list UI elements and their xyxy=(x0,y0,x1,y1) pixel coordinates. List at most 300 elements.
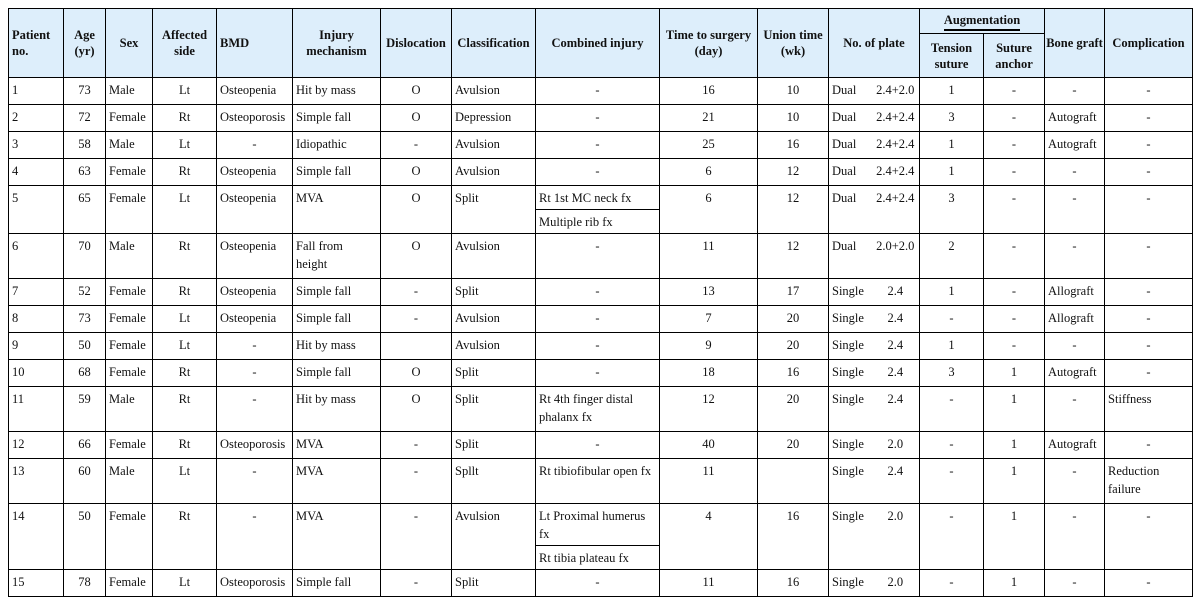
combined-injury-item: - xyxy=(595,575,600,589)
complication-cell: - xyxy=(1105,570,1193,597)
combined-injury-cell xyxy=(536,387,660,432)
complication-cell: - xyxy=(1105,306,1193,333)
patient-no-cell: 8 xyxy=(9,306,64,333)
bone-graft-cell: - xyxy=(1045,234,1105,279)
tension-suture-cell: 1 xyxy=(920,78,984,105)
injury-mechanism-cell: MVA xyxy=(293,432,381,459)
header-augmentation xyxy=(920,9,1045,34)
age-cell: 66 xyxy=(64,432,106,459)
classification-cell: Avulsion xyxy=(452,159,536,186)
complication-cell: - xyxy=(1105,504,1193,570)
header-age: Age (yr) xyxy=(64,9,106,78)
suture-anchor-cell: - xyxy=(984,333,1045,360)
suture-anchor-cell: - xyxy=(984,132,1045,159)
union-time-cell: 12 xyxy=(758,234,829,279)
age-cell: 58 xyxy=(64,132,106,159)
table-row xyxy=(9,459,1193,504)
time-to-surgery-cell: 25 xyxy=(660,132,758,159)
age-cell: 72 xyxy=(64,105,106,132)
combined-injury-item: Rt 1st MC neck fx xyxy=(539,191,632,205)
header-affected-side: Affected side xyxy=(153,9,217,78)
plate-type-cell: Dual xyxy=(829,159,872,186)
sex-cell: Female xyxy=(106,504,153,570)
plate-size-cell: 2.4 xyxy=(872,459,920,504)
sex-cell: Male xyxy=(106,78,153,105)
injury-mechanism-cell: Idiopathic xyxy=(293,132,381,159)
table-row xyxy=(9,105,1193,132)
header-classification: Classification xyxy=(452,9,536,78)
affected-side-cell: Rt xyxy=(153,159,217,186)
plate-size-cell: 2.4 xyxy=(872,306,920,333)
header-complication: Complication xyxy=(1105,9,1193,78)
plate-type-cell: Single xyxy=(829,360,872,387)
complication-cell: - xyxy=(1105,132,1193,159)
injury-mechanism-cell: Hit by mass xyxy=(293,387,381,432)
dislocation-cell: - xyxy=(381,279,452,306)
header-dislocation: Dislocation xyxy=(381,9,452,78)
plate-size-cell: 2.0+2.0 xyxy=(872,234,920,279)
combined-injury-cell xyxy=(536,459,660,504)
dislocation-cell: - xyxy=(381,459,452,504)
time-to-surgery-cell: 4 xyxy=(660,504,758,570)
dislocation-cell: - xyxy=(381,132,452,159)
patient-no-cell: 2 xyxy=(9,105,64,132)
patient-no-cell: 15 xyxy=(9,570,64,597)
affected-side-cell: Lt xyxy=(153,459,217,504)
affected-side-cell: Lt xyxy=(153,333,217,360)
patient-no-cell: 4 xyxy=(9,159,64,186)
combined-injury-cell xyxy=(536,333,660,360)
age-cell: 65 xyxy=(64,186,106,234)
header-no-of-plate: No. of plate xyxy=(829,9,920,78)
combined-injury-item: Rt tibia plateau fx xyxy=(536,545,659,569)
sex-cell: Female xyxy=(106,186,153,234)
bmd-cell: Osteoporosis xyxy=(217,432,293,459)
plate-size-cell: 2.4 xyxy=(872,279,920,306)
classification-cell: Split xyxy=(452,360,536,387)
suture-anchor-cell: 1 xyxy=(984,570,1045,597)
plate-size-cell: 2.4+2.4 xyxy=(872,186,920,234)
header-bone-graft: Bone graft xyxy=(1045,9,1105,78)
sex-cell: Female xyxy=(106,333,153,360)
time-to-surgery-cell: 12 xyxy=(660,387,758,432)
time-to-surgery-cell: 40 xyxy=(660,432,758,459)
union-time-cell: 10 xyxy=(758,78,829,105)
tension-suture-cell: 1 xyxy=(920,159,984,186)
complication-cell: - xyxy=(1105,159,1193,186)
combined-injury-item: - xyxy=(595,437,600,451)
union-time-cell xyxy=(758,459,829,504)
plate-type-cell: Single xyxy=(829,570,872,597)
classification-cell: Avulsion xyxy=(452,306,536,333)
union-time-cell: 12 xyxy=(758,186,829,234)
age-cell: 70 xyxy=(64,234,106,279)
patient-no-cell: 10 xyxy=(9,360,64,387)
tension-suture-cell: 3 xyxy=(920,186,984,234)
table-row xyxy=(9,360,1193,387)
sex-cell: Female xyxy=(106,570,153,597)
bmd-cell: - xyxy=(217,333,293,360)
plate-size-cell: 2.0 xyxy=(872,504,920,570)
plate-type-cell: Dual xyxy=(829,234,872,279)
dislocation-cell: - xyxy=(381,504,452,570)
bmd-cell: Osteopenia xyxy=(217,186,293,234)
injury-mechanism-cell: MVA xyxy=(293,504,381,570)
dislocation-cell: O xyxy=(381,387,452,432)
sex-cell: Male xyxy=(106,132,153,159)
combined-injury-item: Multiple rib fx xyxy=(536,209,659,233)
age-cell: 60 xyxy=(64,459,106,504)
affected-side-cell: Rt xyxy=(153,234,217,279)
injury-mechanism-cell: Simple fall xyxy=(293,570,381,597)
time-to-surgery-cell: 16 xyxy=(660,78,758,105)
affected-side-cell: Lt xyxy=(153,570,217,597)
tension-suture-cell: 3 xyxy=(920,105,984,132)
suture-anchor-cell: - xyxy=(984,105,1045,132)
tension-suture-cell: 1 xyxy=(920,279,984,306)
dislocation-cell: O xyxy=(381,159,452,186)
plate-size-cell: 2.4+2.4 xyxy=(872,159,920,186)
patient-no-cell: 11 xyxy=(9,387,64,432)
complication-cell: Stiffness xyxy=(1105,387,1193,432)
plate-size-cell: 2.0 xyxy=(872,432,920,459)
combined-injury-cell xyxy=(536,306,660,333)
table-row xyxy=(9,234,1193,279)
classification-cell: Avulsion xyxy=(452,78,536,105)
age-cell: 63 xyxy=(64,159,106,186)
dislocation-cell: O xyxy=(381,186,452,234)
plate-type-cell: Single xyxy=(829,279,872,306)
combined-injury-cell xyxy=(536,132,660,159)
patient-no-cell: 12 xyxy=(9,432,64,459)
suture-anchor-cell: - xyxy=(984,306,1045,333)
suture-anchor-cell: 1 xyxy=(984,432,1045,459)
patient-no-cell: 14 xyxy=(9,504,64,570)
bmd-cell: Osteopenia xyxy=(217,159,293,186)
bone-graft-cell: - xyxy=(1045,570,1105,597)
complication-cell: - xyxy=(1105,78,1193,105)
suture-anchor-cell: 1 xyxy=(984,459,1045,504)
sex-cell: Female xyxy=(106,159,153,186)
header-augmentation-label: Augmentation xyxy=(944,12,1020,31)
tension-suture-cell: - xyxy=(920,432,984,459)
header-union-time: Union time (wk) xyxy=(758,9,829,78)
bone-graft-cell: Allograft xyxy=(1045,306,1105,333)
time-to-surgery-cell: 6 xyxy=(660,159,758,186)
time-to-surgery-cell: 6 xyxy=(660,186,758,234)
complication-cell: Reduction failure xyxy=(1105,459,1193,504)
dislocation-cell: O xyxy=(381,360,452,387)
dislocation-cell: O xyxy=(381,234,452,279)
patient-no-cell: 9 xyxy=(9,333,64,360)
header-bmd: BMD xyxy=(217,9,293,78)
suture-anchor-cell: - xyxy=(984,279,1045,306)
combined-injury-item: - xyxy=(595,164,600,178)
injury-mechanism-cell: Simple fall xyxy=(293,159,381,186)
time-to-surgery-cell: 21 xyxy=(660,105,758,132)
header-injury-mechanism: Injury mechanism xyxy=(293,9,381,78)
combined-injury-cell xyxy=(536,105,660,132)
affected-side-cell: Rt xyxy=(153,504,217,570)
combined-injury-item: - xyxy=(595,137,600,151)
tension-suture-cell: - xyxy=(920,570,984,597)
time-to-surgery-cell: 11 xyxy=(660,459,758,504)
bone-graft-cell: - xyxy=(1045,387,1105,432)
combined-injury-cell xyxy=(536,570,660,597)
patient-table xyxy=(8,8,1193,597)
patient-no-cell: 1 xyxy=(9,78,64,105)
suture-anchor-cell: - xyxy=(984,159,1045,186)
age-cell: 50 xyxy=(64,333,106,360)
combined-injury-item: Lt Proximal humerus fx xyxy=(539,509,646,541)
table-row xyxy=(9,504,1193,570)
header-time-to-surgery: Time to surgery (day) xyxy=(660,9,758,78)
affected-side-cell: Lt xyxy=(153,78,217,105)
complication-cell: - xyxy=(1105,279,1193,306)
table-row xyxy=(9,159,1193,186)
classification-cell: Split xyxy=(452,570,536,597)
combined-injury-cell xyxy=(536,504,660,570)
classification-cell: Avulsion xyxy=(452,234,536,279)
plate-type-cell: Dual xyxy=(829,132,872,159)
plate-size-cell: 2.0 xyxy=(872,570,920,597)
affected-side-cell: Lt xyxy=(153,306,217,333)
combined-injury-cell xyxy=(536,234,660,279)
patient-no-cell: 13 xyxy=(9,459,64,504)
combined-injury-item: Rt tibiofibular open fx xyxy=(539,464,652,478)
time-to-surgery-cell: 11 xyxy=(660,570,758,597)
affected-side-cell: Lt xyxy=(153,132,217,159)
sex-cell: Female xyxy=(106,306,153,333)
bmd-cell: - xyxy=(217,387,293,432)
combined-injury-item: - xyxy=(595,110,600,124)
plate-size-cell: 2.4 xyxy=(872,387,920,432)
plate-size-cell: 2.4 xyxy=(872,333,920,360)
union-time-cell: 20 xyxy=(758,333,829,360)
bmd-cell: Osteopenia xyxy=(217,78,293,105)
plate-size-cell: 2.4+2.4 xyxy=(872,105,920,132)
affected-side-cell: Rt xyxy=(153,279,217,306)
classification-cell: Split xyxy=(452,279,536,306)
age-cell: 50 xyxy=(64,504,106,570)
bmd-cell: Osteopenia xyxy=(217,306,293,333)
bone-graft-cell: Autograft xyxy=(1045,132,1105,159)
classification-cell: Avulsion xyxy=(452,504,536,570)
bone-graft-cell: - xyxy=(1045,159,1105,186)
combined-injury-cell xyxy=(536,279,660,306)
plate-size-cell: 2.4 xyxy=(872,360,920,387)
dislocation-cell: O xyxy=(381,105,452,132)
plate-type-cell: Single xyxy=(829,432,872,459)
patient-table-container xyxy=(8,8,1192,597)
tension-suture-cell: 1 xyxy=(920,132,984,159)
bone-graft-cell: - xyxy=(1045,504,1105,570)
table-row xyxy=(9,279,1193,306)
injury-mechanism-cell: Hit by mass xyxy=(293,333,381,360)
bone-graft-cell: - xyxy=(1045,78,1105,105)
suture-anchor-cell: - xyxy=(984,186,1045,234)
injury-mechanism-cell: Simple fall xyxy=(293,279,381,306)
age-cell: 73 xyxy=(64,78,106,105)
bmd-cell: Osteoporosis xyxy=(217,570,293,597)
age-cell: 59 xyxy=(64,387,106,432)
dislocation-cell: - xyxy=(381,570,452,597)
tension-suture-cell: - xyxy=(920,459,984,504)
classification-cell: Avulsion xyxy=(452,333,536,360)
table-row xyxy=(9,333,1193,360)
union-time-cell: 20 xyxy=(758,432,829,459)
table-row xyxy=(9,306,1193,333)
suture-anchor-cell: 1 xyxy=(984,360,1045,387)
classification-cell: Avulsion xyxy=(452,132,536,159)
combined-injury-item: - xyxy=(595,365,600,379)
combined-injury-item: - xyxy=(595,284,600,298)
table-header xyxy=(9,9,1193,78)
bmd-cell: Osteopenia xyxy=(217,234,293,279)
tension-suture-cell: - xyxy=(920,504,984,570)
time-to-surgery-cell: 11 xyxy=(660,234,758,279)
tension-suture-cell: - xyxy=(920,387,984,432)
table-row xyxy=(9,78,1193,105)
combined-injury-item: - xyxy=(595,338,600,352)
sex-cell: Male xyxy=(106,387,153,432)
combined-injury-item: Rt 4th finger distal phalanx fx xyxy=(539,392,634,424)
time-to-surgery-cell: 13 xyxy=(660,279,758,306)
combined-injury-item: - xyxy=(595,239,600,253)
injury-mechanism-cell: Simple fall xyxy=(293,360,381,387)
table-body xyxy=(9,78,1193,597)
injury-mechanism-cell: MVA xyxy=(293,186,381,234)
affected-side-cell: Rt xyxy=(153,432,217,459)
dislocation-cell: - xyxy=(381,306,452,333)
union-time-cell: 20 xyxy=(758,306,829,333)
bmd-cell: Osteoporosis xyxy=(217,105,293,132)
affected-side-cell: Rt xyxy=(153,105,217,132)
plate-type-cell: Single xyxy=(829,306,872,333)
injury-mechanism-cell: Hit by mass xyxy=(293,78,381,105)
complication-cell: - xyxy=(1105,432,1193,459)
classification-cell: Depression xyxy=(452,105,536,132)
plate-size-cell: 2.4+2.4 xyxy=(872,132,920,159)
age-cell: 68 xyxy=(64,360,106,387)
union-time-cell: 16 xyxy=(758,132,829,159)
injury-mechanism-cell: MVA xyxy=(293,459,381,504)
table-row xyxy=(9,186,1193,234)
combined-injury-item: - xyxy=(595,311,600,325)
classification-cell: Split xyxy=(452,432,536,459)
tension-suture-cell: 3 xyxy=(920,360,984,387)
classification-cell: Spllt xyxy=(452,459,536,504)
plate-type-cell: Single xyxy=(829,333,872,360)
sex-cell: Female xyxy=(106,279,153,306)
patient-no-cell: 5 xyxy=(9,186,64,234)
age-cell: 78 xyxy=(64,570,106,597)
combined-injury-cell xyxy=(536,432,660,459)
affected-side-cell: Lt xyxy=(153,186,217,234)
sex-cell: Male xyxy=(106,234,153,279)
age-cell: 73 xyxy=(64,306,106,333)
union-time-cell: 17 xyxy=(758,279,829,306)
complication-cell: - xyxy=(1105,186,1193,234)
combined-injury-cell xyxy=(536,159,660,186)
tension-suture-cell: 1 xyxy=(920,333,984,360)
plate-type-cell: Dual xyxy=(829,105,872,132)
time-to-surgery-cell: 18 xyxy=(660,360,758,387)
plate-type-cell: Single xyxy=(829,504,872,570)
sex-cell: Female xyxy=(106,105,153,132)
bone-graft-cell: Allograft xyxy=(1045,279,1105,306)
bone-graft-cell: Autograft xyxy=(1045,105,1105,132)
classification-cell: Split xyxy=(452,186,536,234)
complication-cell: - xyxy=(1105,333,1193,360)
time-to-surgery-cell: 9 xyxy=(660,333,758,360)
bone-graft-cell: Autograft xyxy=(1045,360,1105,387)
plate-type-cell: Dual xyxy=(829,78,872,105)
union-time-cell: 10 xyxy=(758,105,829,132)
table-row xyxy=(9,132,1193,159)
tension-suture-cell: - xyxy=(920,306,984,333)
tension-suture-cell: 2 xyxy=(920,234,984,279)
bmd-cell: - xyxy=(217,360,293,387)
suture-anchor-cell: 1 xyxy=(984,504,1045,570)
sex-cell: Female xyxy=(106,432,153,459)
bone-graft-cell: - xyxy=(1045,459,1105,504)
bmd-cell: - xyxy=(217,132,293,159)
suture-anchor-cell: - xyxy=(984,78,1045,105)
bmd-cell: Osteopenia xyxy=(217,279,293,306)
header-combined-injury: Combined injury xyxy=(536,9,660,78)
header-sex: Sex xyxy=(106,9,153,78)
affected-side-cell: Rt xyxy=(153,387,217,432)
injury-mechanism-cell: Fall from height xyxy=(293,234,381,279)
complication-cell: - xyxy=(1105,360,1193,387)
affected-side-cell: Rt xyxy=(153,360,217,387)
union-time-cell: 16 xyxy=(758,570,829,597)
patient-no-cell: 6 xyxy=(9,234,64,279)
combined-injury-item: - xyxy=(595,83,600,97)
suture-anchor-cell: - xyxy=(984,234,1045,279)
plate-type-cell: Dual xyxy=(829,186,872,234)
bmd-cell: - xyxy=(217,459,293,504)
combined-injury-cell xyxy=(536,78,660,105)
age-cell: 52 xyxy=(64,279,106,306)
injury-mechanism-cell: Simple fall xyxy=(293,105,381,132)
sex-cell: Male xyxy=(106,459,153,504)
header-tension-suture: Tension suture xyxy=(920,34,984,78)
combined-injury-cell xyxy=(536,186,660,234)
classification-cell: Split xyxy=(452,387,536,432)
bone-graft-cell: - xyxy=(1045,186,1105,234)
complication-cell: - xyxy=(1105,105,1193,132)
plate-type-cell: Single xyxy=(829,387,872,432)
time-to-surgery-cell: 7 xyxy=(660,306,758,333)
suture-anchor-cell: 1 xyxy=(984,387,1045,432)
dislocation-cell xyxy=(381,333,452,360)
patient-no-cell: 7 xyxy=(9,279,64,306)
header-suture-anchor: Suture anchor xyxy=(984,34,1045,78)
dislocation-cell: - xyxy=(381,432,452,459)
combined-injury-cell xyxy=(536,360,660,387)
header-patient-no: Patient no. xyxy=(9,9,64,78)
table-row xyxy=(9,432,1193,459)
injury-mechanism-cell: Simple fall xyxy=(293,306,381,333)
bone-graft-cell: - xyxy=(1045,333,1105,360)
sex-cell: Female xyxy=(106,360,153,387)
bmd-cell: - xyxy=(217,504,293,570)
complication-cell: - xyxy=(1105,234,1193,279)
union-time-cell: 12 xyxy=(758,159,829,186)
table-row xyxy=(9,570,1193,597)
